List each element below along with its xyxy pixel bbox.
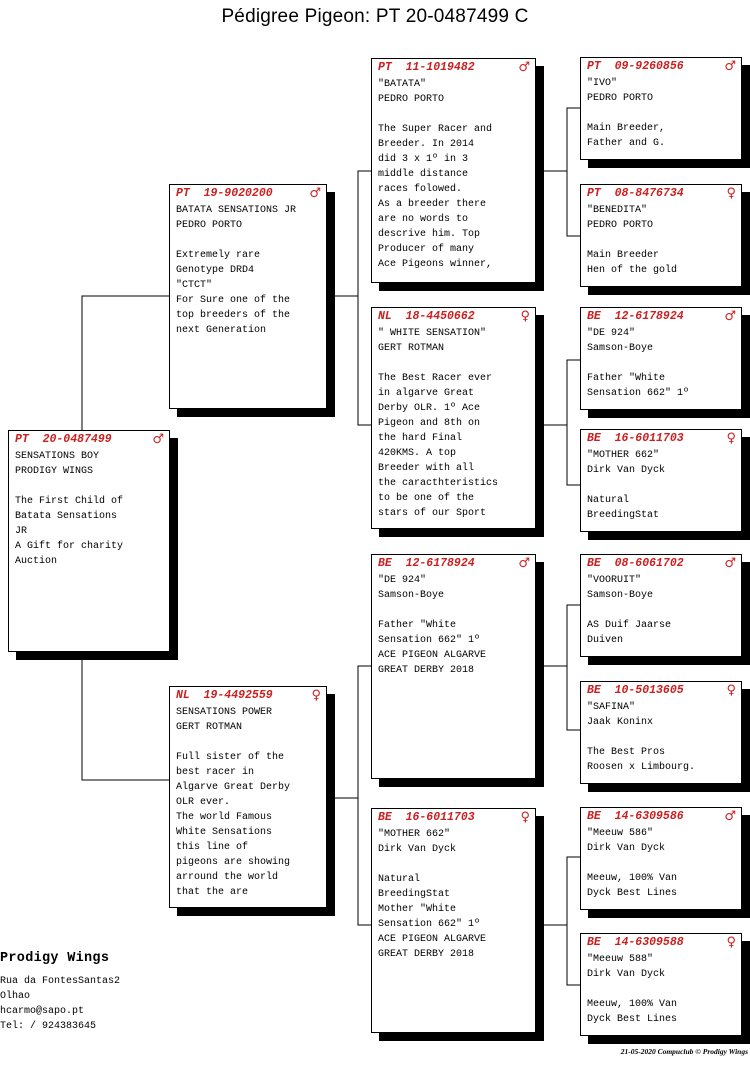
page-title: Pédigree Pigeon: PT 20-0487499 C xyxy=(221,6,529,27)
ring-number: BE 12-6178924 xyxy=(378,557,475,570)
breeder-name: Samson-Boye xyxy=(587,343,654,354)
pigeon-description: Natural BreedingStat Mother "White Sensation 662" 1º ACE PIGEON ALGARVE GREAT DERBY 2018 xyxy=(378,874,487,960)
pigeon-description: The First Child of Batata Sensations JR A Gift for charity Auction xyxy=(15,496,124,567)
male-symbol-icon: ♂ xyxy=(724,809,736,824)
female-symbol-icon: ♀ xyxy=(520,309,530,324)
ring-number: NL 19-4492559 xyxy=(176,689,273,702)
city-line: Olhao xyxy=(0,991,31,1002)
pigeon-name: "Meeuw 588" xyxy=(587,954,654,965)
breeder-name: Samson-Boye xyxy=(378,590,445,601)
card-sd-sire xyxy=(580,307,742,410)
breeder-name: Dirk Van Dyck xyxy=(587,843,666,854)
pigeon-description: AS Duif Jaarse Duiven xyxy=(587,620,672,646)
breeder-name: Jaak Koninx xyxy=(587,717,654,728)
connector-dam xyxy=(327,666,371,925)
phone-line: Tel: / 924383645 xyxy=(0,1021,97,1032)
pigeon-description: The Best Racer ever in algarve Great Derby OLR. 1º Ace Pigeon and 8th on the hard Final 420KMS. A top Breeder with all the caracthteristics to be one of the stars of our Sport xyxy=(378,373,499,519)
card-dd-dam xyxy=(580,933,742,1036)
pigeon-name: SENSATIONS BOY xyxy=(15,451,100,462)
card-sire-dam xyxy=(371,307,536,529)
card-dam-dam xyxy=(371,808,536,1033)
pigeon-name: SENSATIONS POWER xyxy=(176,707,273,718)
male-symbol-icon: ♂ xyxy=(309,186,321,201)
pigeon-name: "DE 924" xyxy=(378,575,427,586)
pigeon-name: "DE 924" xyxy=(587,328,636,339)
pigeon-description: Father "White Sensation 662" 1º xyxy=(587,373,690,399)
breeder-name: Dirk Van Dyck xyxy=(378,844,457,855)
breeder-name: PEDRO PORTO xyxy=(176,220,243,231)
male-symbol-icon: ♂ xyxy=(152,432,164,447)
female-symbol-icon: ♀ xyxy=(520,810,530,825)
pigeon-name: "IVO" xyxy=(587,78,618,89)
pigeon-description: Meeuw, 100% Van Dyck Best Lines xyxy=(587,873,678,899)
pigeon-name: "SAFINA" xyxy=(587,702,636,713)
connector-sire xyxy=(327,171,371,425)
connector-dam-sire xyxy=(536,605,580,730)
print-stamp: 21-05-2020 Compuclub © Prodigy Wings xyxy=(620,1047,748,1056)
address-line: Rua da FontesSantas2 xyxy=(0,976,121,987)
pigeon-description: Natural BreedingStat xyxy=(587,495,660,521)
pigeon-description: Father "White Sensation 662" 1º ACE PIGEON ALGARVE GREAT DERBY 2018 xyxy=(378,620,487,676)
card-ss-dam xyxy=(580,184,742,287)
female-symbol-icon: ♀ xyxy=(311,688,321,703)
pigeon-name: "MOTHER 662" xyxy=(378,829,451,840)
loft-name: Prodigy Wings xyxy=(0,951,110,966)
card-ds-dam xyxy=(580,681,742,784)
breeder-name: PEDRO PORTO xyxy=(378,94,445,105)
pigeon-name: " WHITE SENSATION" xyxy=(378,328,487,339)
female-symbol-icon: ♀ xyxy=(726,186,736,201)
ring-number: NL 18-4450662 xyxy=(378,310,475,323)
card-ds-sire xyxy=(580,554,742,657)
breeder-name: Dirk Van Dyck xyxy=(587,969,666,980)
male-symbol-icon: ♂ xyxy=(518,60,530,75)
ring-number: BE 16-6011703 xyxy=(378,811,475,824)
ring-number: BE 12-6178924 xyxy=(587,310,684,323)
ring-number: PT 19-9020200 xyxy=(176,187,273,200)
pigeon-description: The Best Pros Roosen x Limbourg. xyxy=(587,747,696,773)
female-symbol-icon: ♀ xyxy=(726,935,736,950)
pigeon-description: Meeuw, 100% Van Dyck Best Lines xyxy=(587,999,678,1025)
pigeon-description: Main Breeder Hen of the gold xyxy=(587,250,678,276)
card-sire-sire xyxy=(371,58,536,283)
pigeon-description: Extremely rare Genotype DRD4 "CTCT" For Sure one of the top breeders of the next Generation xyxy=(176,250,291,336)
email-line: hcarmo@sapo.pt xyxy=(0,1006,85,1017)
connector-sire-sire xyxy=(536,108,580,236)
ring-number: PT 09-9260856 xyxy=(587,60,684,73)
pigeon-description: Full sister of the best racer in Algarve Great Derby OLR ever. The world Famous White Sensations this line of pigeons are showing arround the world that the are xyxy=(176,752,291,898)
pigeon-name: BATATA SENSATIONS JR xyxy=(176,205,297,216)
breeder-contact-block xyxy=(0,950,120,1034)
card-sire xyxy=(169,184,327,409)
ring-number: PT 08-8476734 xyxy=(587,187,684,200)
connector-dam-dam xyxy=(536,857,580,985)
ring-number: PT 20-0487499 xyxy=(15,433,112,446)
card-dam-sire xyxy=(371,554,536,779)
ring-number: BE 14-6309588 xyxy=(587,936,684,949)
pigeon-name: "Meeuw 586" xyxy=(587,828,654,839)
pigeon-description: The Super Racer and Breeder. In 2014 did 3 x 1º in 3 middle distance races folowed. As a breeder there are no words to descrive him. Top Producer of many Ace Pigeons winner, xyxy=(378,124,493,270)
card-dam xyxy=(169,686,327,908)
pigeon-description: Main Breeder, Father and G. xyxy=(587,123,666,149)
breeder-name: Dirk Van Dyck xyxy=(587,465,666,476)
male-symbol-icon: ♂ xyxy=(724,309,736,324)
male-symbol-icon: ♂ xyxy=(518,556,530,571)
breeder-name: Samson-Boye xyxy=(587,590,654,601)
card-dd-sire xyxy=(580,807,742,910)
ring-number: BE 16-6011703 xyxy=(587,432,684,445)
ring-number: BE 08-6061702 xyxy=(587,557,684,570)
female-symbol-icon: ♀ xyxy=(726,683,736,698)
ring-number: BE 10-5013605 xyxy=(587,684,684,697)
breeder-name: PEDRO PORTO xyxy=(587,93,654,104)
pigeon-name: "MOTHER 662" xyxy=(587,450,660,461)
breeder-name: PEDRO PORTO xyxy=(587,220,654,231)
connector-sire-dam xyxy=(536,360,580,485)
female-symbol-icon: ♀ xyxy=(726,431,736,446)
pigeon-name: "VOORUIT" xyxy=(587,575,642,586)
male-symbol-icon: ♂ xyxy=(724,556,736,571)
ring-number: PT 11-1019482 xyxy=(378,61,475,74)
pigeon-name: "BENEDITA" xyxy=(587,205,648,216)
ring-number: BE 14-6309586 xyxy=(587,810,684,823)
male-symbol-icon: ♂ xyxy=(724,59,736,74)
card-ss-sire xyxy=(580,57,742,160)
breeder-name: GERT ROTMAN xyxy=(176,722,243,733)
card-subject xyxy=(8,430,170,652)
breeder-name: PRODIGY WINGS xyxy=(15,466,94,477)
breeder-name: GERT ROTMAN xyxy=(378,343,445,354)
pigeon-name: "BATATA" xyxy=(378,79,427,90)
card-sd-dam xyxy=(580,429,742,532)
